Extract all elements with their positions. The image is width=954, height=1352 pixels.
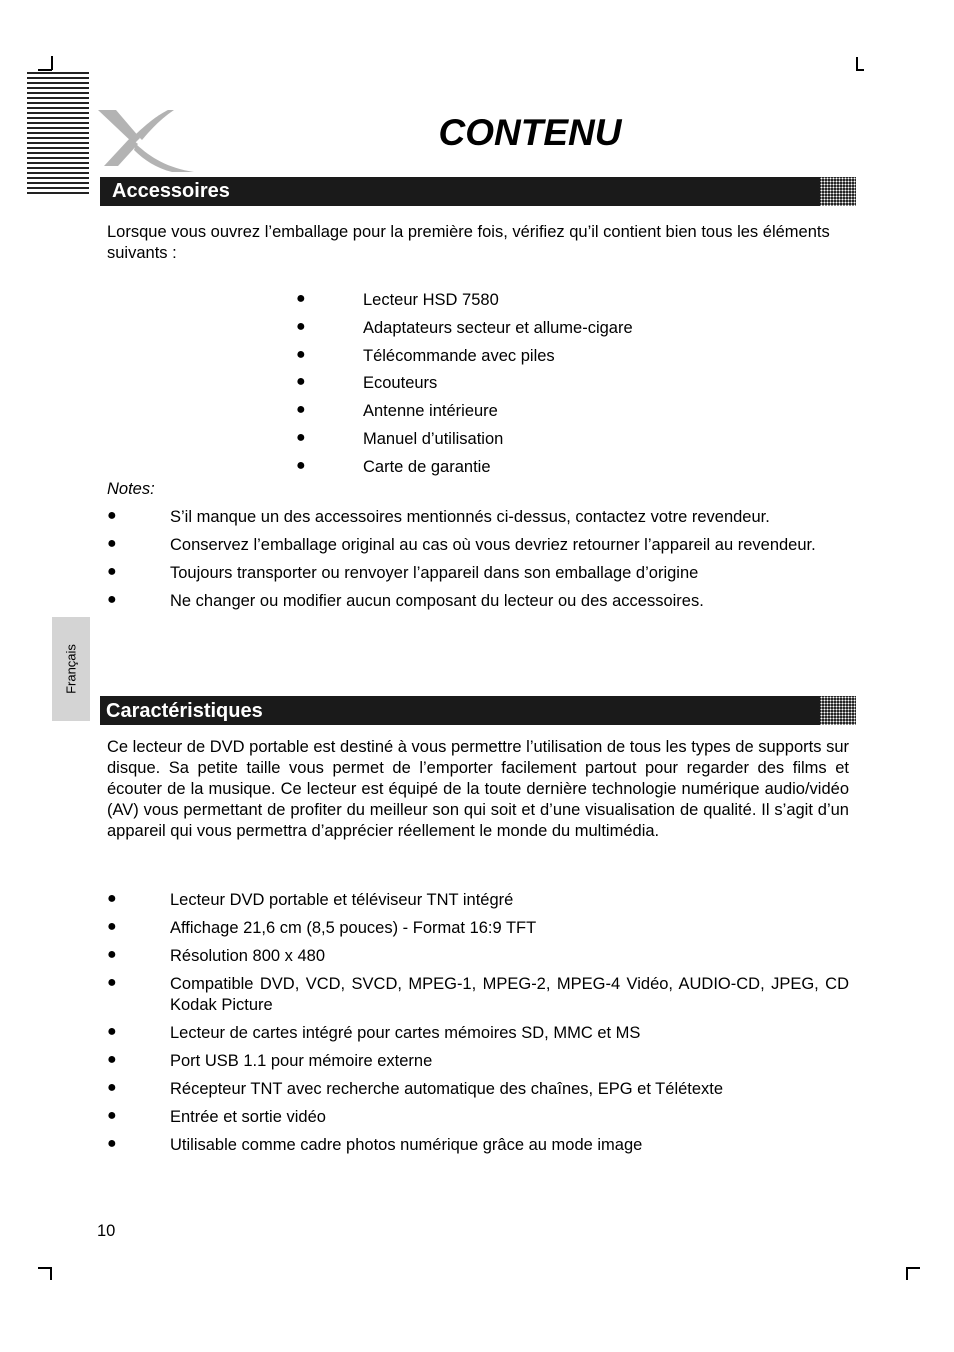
notes-title: Notes:: [107, 480, 155, 498]
note-item: ● S’il manque un des accessoires mentionnés ci-dessus, contactez votre revendeur.: [107, 507, 770, 526]
feature-item: ● Utilisable comme cadre photos numérique grâce au mode image: [107, 1135, 643, 1154]
feature-item: ● Résolution 800 x 480: [107, 946, 326, 965]
accessories-intro: Lorsque vous ouvrez l’emballage pour la première fois, vérifiez qu’il contient bien tous les éléments suivants :: [107, 223, 830, 262]
bullet-icon: ●: [296, 456, 306, 474]
language-tab: [52, 617, 90, 721]
section-header-features: [100, 696, 856, 725]
crop-mark-bottom-left-v: [50, 1267, 52, 1280]
bullet-icon: ●: [107, 535, 117, 552]
page-number: 10: [97, 1222, 116, 1240]
note-item: ● Ne changer ou modifier aucun composant du lecteur ou des accessoires.: [107, 591, 704, 610]
bullet-icon: ●: [107, 974, 117, 991]
bullet-icon: ●: [107, 1079, 117, 1096]
crop-mark-top-left-v: [51, 56, 53, 70]
bullet-icon: ●: [107, 591, 117, 608]
feature-item: ● Compatible DVD, VCD, SVCD, MPEG-1, MPEG-2, MPEG-4 Vidéo, AUDIO-CD, JPEG, CD Kodak Picture: [107, 974, 849, 1014]
features-list: [107, 890, 849, 1156]
bullet-icon: ●: [296, 317, 306, 335]
halftone-dots-icon: [820, 177, 856, 206]
halftone-dots-icon: [820, 696, 856, 725]
feature-item: ● Port USB 1.1 pour mémoire externe: [107, 1051, 433, 1070]
bullet-icon: ●: [296, 373, 306, 391]
section-title: Caractéristiques: [106, 700, 263, 722]
feature-item: ● Entrée et sortie vidéo: [107, 1107, 326, 1126]
bullet-icon: ●: [107, 1107, 117, 1124]
crop-mark-top-right-h: [856, 69, 864, 71]
bullet-icon: ●: [296, 290, 306, 307]
features-intro: Ce lecteur de DVD portable est destiné à vous permettre l’utilisation de tous les types de supports sur disque. Sa petite taille vous permet de l’emporter facilement partout pour regarder des films et écouter de la musique. Ce lecteur est équipé de la toute dernière technologie numérique audio/vidéo (AV) vous permettant de profiter du meilleur son qui soit et d’une visualisation de qualité. Il s’agit d’un appareil qui vous permettra d’apprécier réellement le monde du multimédia.: [107, 738, 849, 840]
page-title: CONTENU: [438, 112, 622, 153]
feature-item: ● Lecteur DVD portable et téléviseur TNT intégré: [107, 890, 514, 909]
bullet-icon: ●: [107, 918, 117, 935]
note-item: ● Toujours transporter ou renvoyer l’appareil dans son emballage d’origine: [107, 563, 699, 582]
crop-mark-bottom-right: [906, 1267, 908, 1280]
feature-item: ● Lecteur de cartes intégré pour cartes mémoires SD, MMC et MS: [107, 1023, 641, 1042]
crop-mark-bottom-right-h: [906, 1267, 920, 1269]
language-label: Français: [63, 644, 79, 694]
crop-mark-top-left: [38, 69, 52, 71]
bullet-icon: ●: [107, 890, 117, 907]
bullet-icon: ●: [107, 507, 117, 524]
section-header-accessories: [100, 177, 856, 206]
note-item: ● Conservez l’emballage original au cas où vous devriez retourner l’appareil au revendeur.: [107, 535, 816, 554]
bullet-icon: ●: [296, 345, 306, 363]
feature-item: ● Affichage 21,6 cm (8,5 pouces) - Format 16:9 TFT: [107, 918, 537, 937]
notes-list: [107, 507, 849, 612]
bullet-icon: ●: [107, 946, 117, 963]
bullet-icon: ●: [107, 1023, 117, 1040]
feature-item: ● Récepteur TNT avec recherche automatique des chaînes, EPG et Télétexte: [107, 1079, 724, 1098]
bullet-icon: ●: [107, 1051, 117, 1068]
bullet-icon: ●: [107, 1135, 117, 1152]
bullet-icon: ●: [296, 401, 306, 419]
bullet-icon: ●: [107, 563, 117, 580]
bullet-icon: ●: [296, 428, 306, 446]
section-title: Accessoires: [112, 180, 230, 202]
